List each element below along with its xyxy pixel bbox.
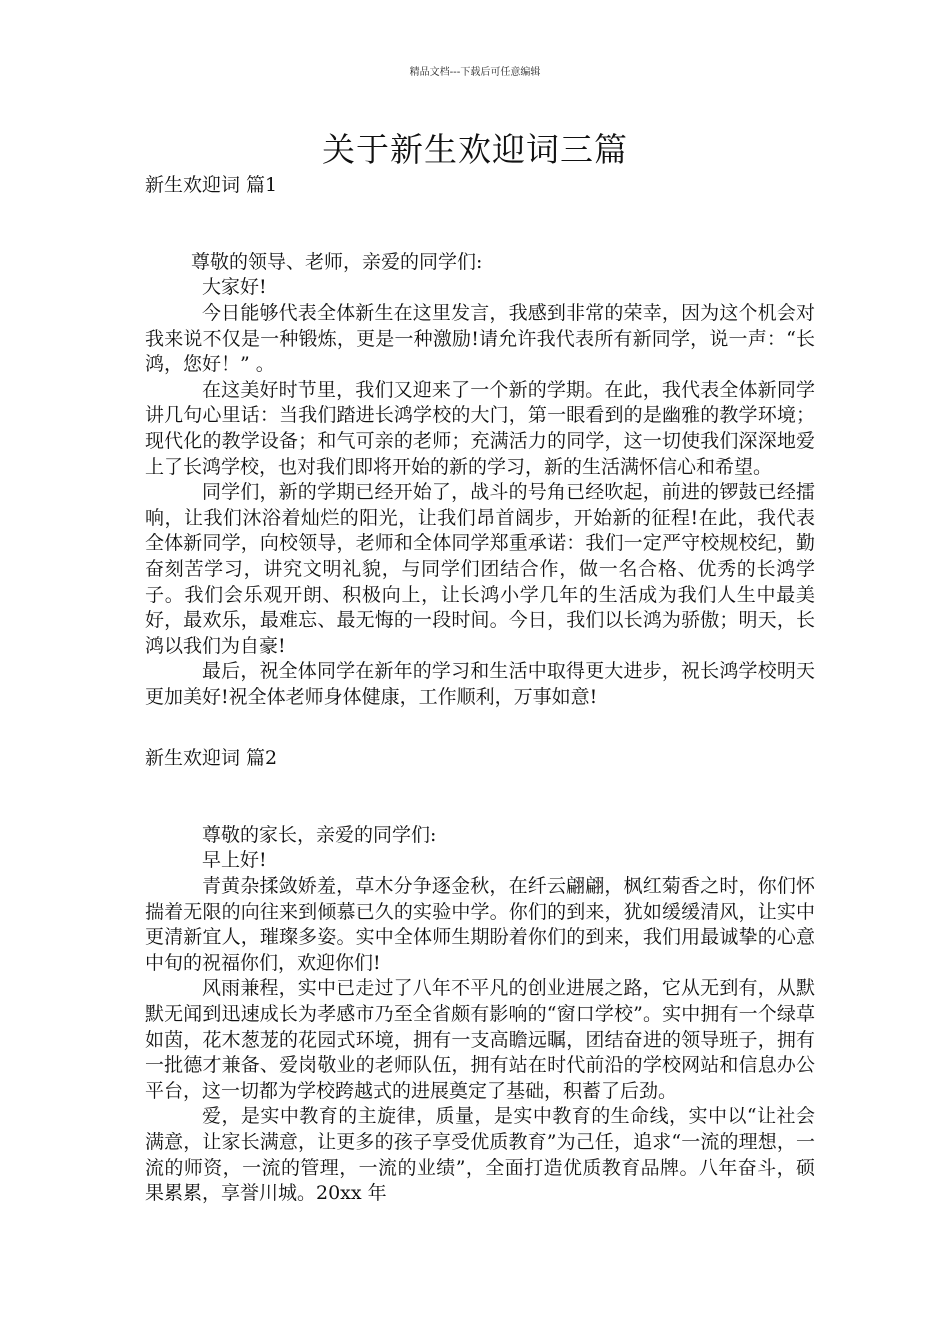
- section-heading: 新生欢迎词 篇1: [145, 174, 278, 196]
- greeting: 大家好!: [202, 276, 267, 299]
- section-2: [145, 746, 815, 1207]
- salutation: 尊敬的领导、老师，亲爱的同学们:: [191, 250, 483, 273]
- paragraph: 青黄杂揉敛娇羞，草木分争逐金秋，在纤云翩翩，枫红菊香之时，你们怀揣着无限的向往来到倾慕已久的实验中学。你们的到来，犹如缓缓清风，让实中更清新宜人，璀璨多姿。实中全体师生期盼着你们的到来，我们用最诚挚的心意中旬的祝福你们，欢迎你们!: [145, 874, 815, 974]
- section-heading: 新生欢迎词 篇2: [145, 747, 278, 769]
- section-spacer: [145, 772, 815, 823]
- section-1: [145, 173, 815, 710]
- header-note: 精品文档---下载后可任意编辑: [409, 67, 541, 78]
- paragraph: 在这美好时节里，我们又迎来了一个新的学期。在此，我代表全体新同学讲几句心里话：当我们踏进长鸿学校的大门，第一眼看到的是幽雅的教学环境；现代化的教学设备；和气可亲的老师；充满活力的同学，这一切使我们深深地爱上了长鸿学校，也对我们即将开始的新的学习，新的生活满怀信心和希望。: [145, 378, 815, 478]
- paragraph: 今日能够代表全体新生在这里发言，我感到非常的荣幸，因为这个机会对我来说不仅是一种锻炼，更是一种激励!请允许我代表所有新同学，说一声：“长鸿，您好！” 。: [145, 301, 815, 376]
- paragraph: 同学们，新的学期已经开始了，战斗的号角已经吹起，前进的锣鼓已经擂响，让我们沐浴着灿烂的阳光，让我们昂首阔步，开始新的征程!在此，我代表全体新同学，向校领导，老师和全体同学郑重承诺：我们一定严守校规校纪，勤奋刻苦学习，讲究文明礼貌，与同学们团结合作，做一名合格、优秀的长鸿学子。我们会乐观开朗、积极向上，让长鸿小学几年的生活成为我们人生中最美好，最欢乐，最难忘、最无悔的一段时间。今日，我们以长鸿为骄傲；明天，长鸿以我们为自豪!: [145, 481, 815, 657]
- paragraph: 爱，是实中教育的主旋律，质量，是实中教育的生命线，实中以“让社会满意，让家长满意，让更多的孩子享受优质教育”为己任，追求“一流的理想，一流的师资，一流的管理，一流的业绩”，全面打造优质教育品牌。八年奋斗，硕果累累，享誉川城。20xx 年: [145, 1105, 815, 1205]
- salutation: 尊敬的家长，亲爱的同学们:: [202, 823, 437, 846]
- document-title: 关于新生欢迎词三篇: [322, 130, 628, 169]
- paragraph: 风雨兼程，实中已走过了八年不平凡的创业进展之路，它从无到有，从默默无闻到迅速成长为孝感市乃至全省颇有影响的“窗口学校”。实中拥有一个绿草如茵，花木葱茏的花园式环境，拥有一支高瞻远瞩，团结奋进的领导班子，拥有一批德才兼备、爱岗敬业的老师队伍，拥有站在时代前沿的学校网站和信息办公平台，这一切都为学校跨越式的进展奠定了基础，积蓄了后劲。: [145, 977, 815, 1102]
- paragraph: 最后，祝全体同学在新年的学习和生活中取得更大进步，祝长鸿学校明天更加美好!祝全体老师身体健康，工作顺利，万事如意!: [145, 660, 815, 708]
- section-spacer: [145, 199, 815, 250]
- greeting: 早上好!: [202, 849, 267, 872]
